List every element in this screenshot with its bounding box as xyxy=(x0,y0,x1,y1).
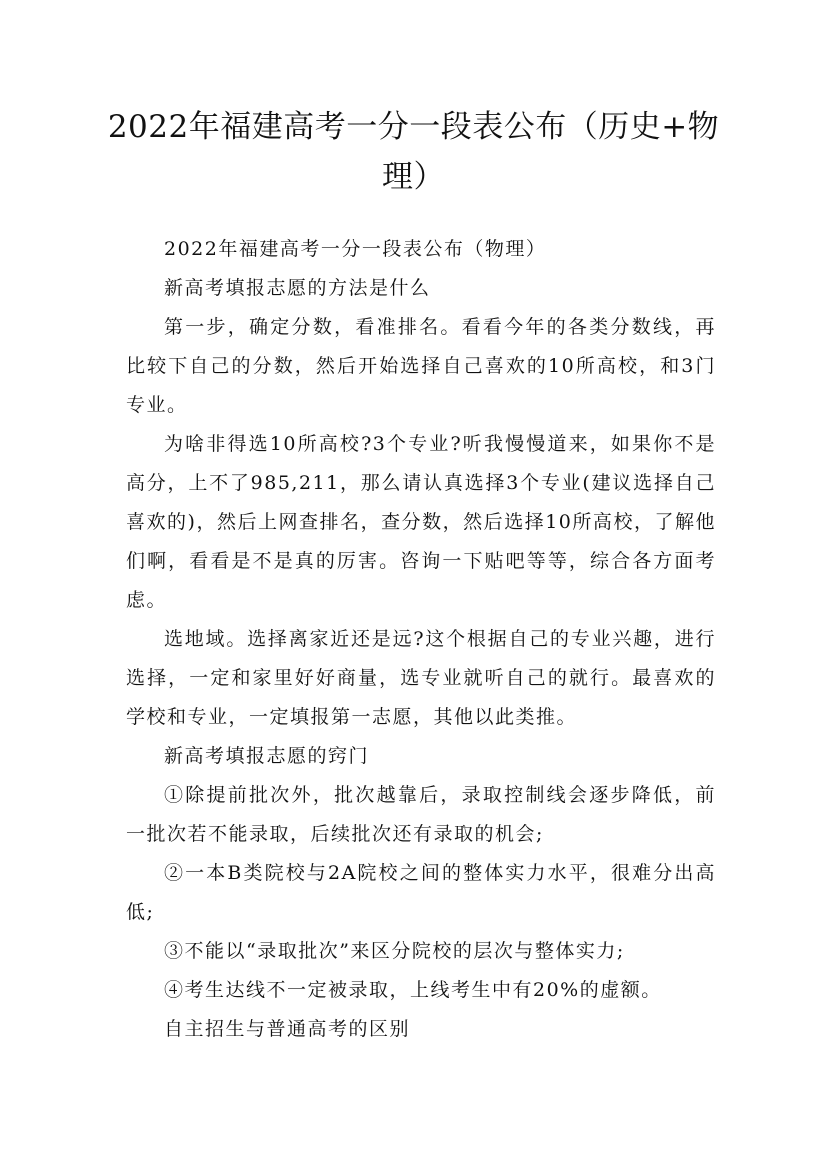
tip-item-1: ①除提前批次外，批次越靠后，录取控制线会逐步降低，前一批次若不能录取，后续批次还有录取的机会; xyxy=(126,784,716,845)
subheading-physics: 2022年福建高考一分一段表公布（物理） xyxy=(164,238,547,260)
paragraph-step-one: 第一步，确定分数，看准排名。看看今年的各类分数线，再比较下自己的分数，然后开始选择自己喜欢的10所高校，和3门专业。 xyxy=(126,316,716,416)
document-body xyxy=(126,230,716,1049)
section-heading-difference: 自主招生与普通高考的区别 xyxy=(164,1018,411,1040)
title-line-2: 理） xyxy=(382,159,445,195)
tip-item-4: ④考生达线不一定被录取，上线考生中有20%的虚额。 xyxy=(164,979,662,1001)
tip-item-2: ②一本B类院校与2A院校之间的整体实力水平，很难分出高低; xyxy=(126,862,716,923)
document-title xyxy=(100,102,727,202)
paragraph-why-ten: 为啥非得选10所高校?3个专业?听我慢慢道来，如果你不是高分，上不了985,211，那么请认真选择3个专业(建议选择自己喜欢的)，然后上网查排名，查分数，然后选择10所高校，了解他们啊，看看是不是真的厉害。咨询一下贴吧等等，综合各方面考虑。 xyxy=(126,433,716,611)
section-heading-tips: 新高考填报志愿的窍门 xyxy=(164,745,370,767)
section-heading-method: 新高考填报志愿的方法是什么 xyxy=(164,277,431,299)
title-line-1: 2022年福建高考一分一段表公布（历史+物 xyxy=(107,109,720,145)
tip-item-3: ③不能以“录取批次”来区分院校的层次与整体实力; xyxy=(164,940,625,962)
paragraph-region: 选地域。选择离家近还是远?这个根据自己的专业兴趣，进行选择，一定和家里好好商量，选专业就听自己的就行。最喜欢的学校和专业，一定填报第一志愿，其他以此类推。 xyxy=(126,628,716,728)
